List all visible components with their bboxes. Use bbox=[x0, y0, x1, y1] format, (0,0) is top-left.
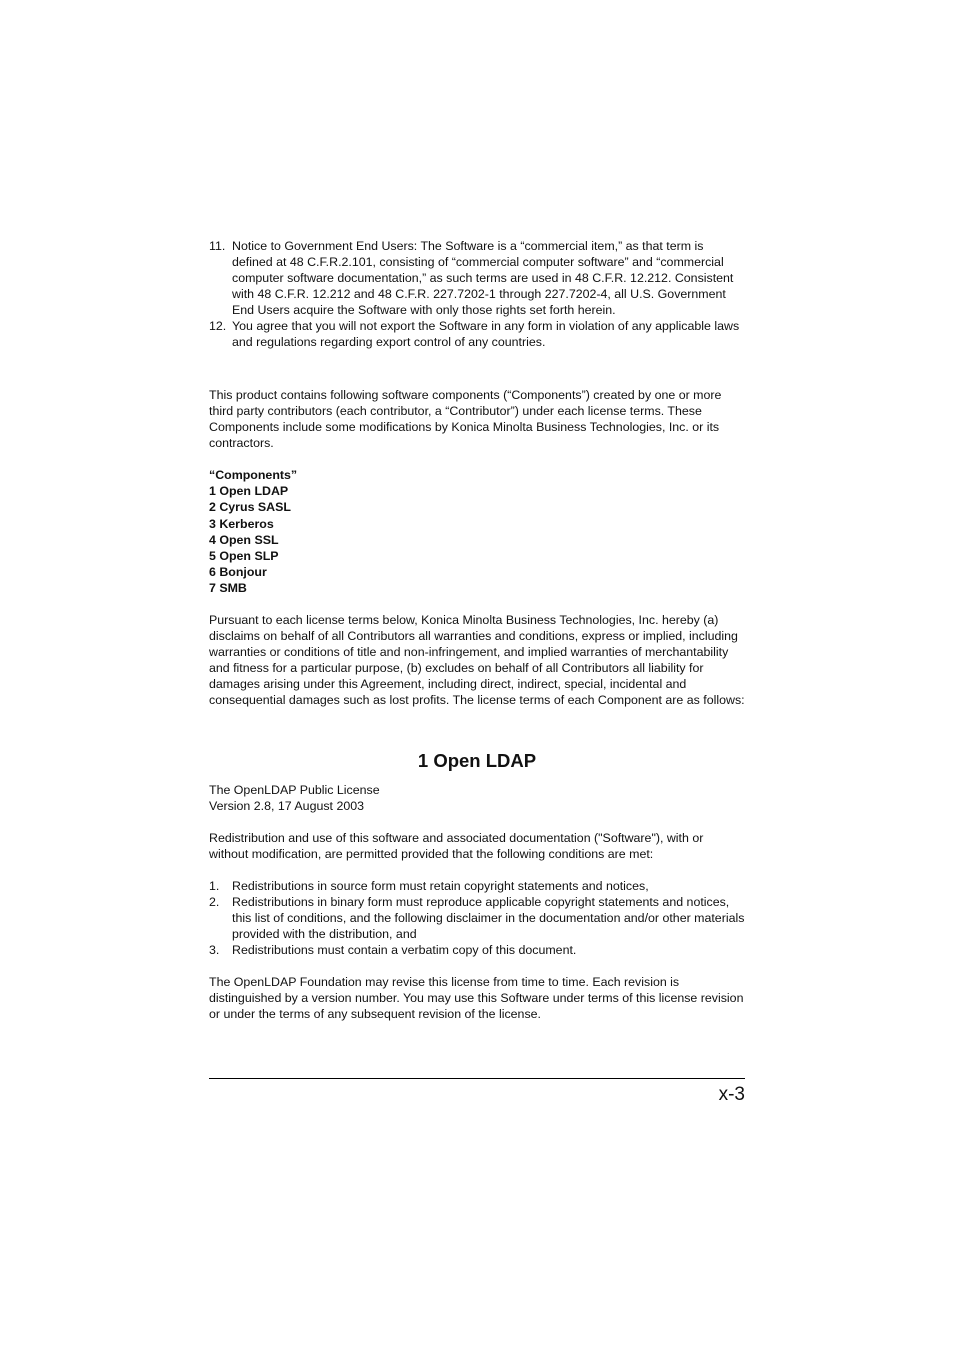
intro-paragraph: This product contains following software components (“Components”) created by one or more third party contributors (each contributor, a “Contributor”) under each license terms. These Components include some modifications by Konica Minolta Business Technologies, Inc. or its contractors. bbox=[209, 388, 722, 450]
components-list bbox=[209, 467, 509, 597]
components-title: “Components” bbox=[209, 468, 298, 482]
list-item-text: Notice to Government End Users: The Software is a “commercial item,” as that term is defined at 48 C.F.R.2.101, consisting of “commercial computer software” and “commercial computer software documentation,” as such terms are used in 48 C.F.R. 12.212. Consistent with 48 C.F.R. 12.212 and 48 C.F.R. 227.7202-1 through 227.7202-4, all U.S. Government End Users acquire the Software with only those rights set forth herein. bbox=[232, 239, 734, 317]
component-item: 6 Bonjour bbox=[209, 565, 267, 580]
list-item bbox=[209, 942, 745, 958]
license-name: The OpenLDAP Public License bbox=[209, 783, 380, 797]
list-item-text: Redistributions must contain a verbatim copy of this document. bbox=[232, 943, 577, 957]
component-item: 5 Open SLP bbox=[209, 548, 279, 563]
section-heading: 1 Open LDAP bbox=[417, 750, 537, 771]
component-item: 7 SMB bbox=[209, 581, 247, 596]
component-item: 1 Open LDAP bbox=[209, 484, 289, 499]
conditions-list bbox=[209, 878, 745, 958]
list-item bbox=[209, 894, 745, 942]
footer-divider bbox=[209, 1078, 745, 1079]
list-item-text: Redistributions in source form must retain copyright statements and notices, bbox=[232, 879, 649, 893]
list-item-number: 11. bbox=[209, 239, 226, 253]
license-version: Version 2.8, 17 August 2003 bbox=[209, 799, 365, 813]
revision-paragraph: The OpenLDAP Foundation may revise this license from time to time. Each revision is distinguished by a version number. You may use this Software under terms of this license revision or under the terms of any subsequent revision of the license. bbox=[209, 975, 744, 1021]
list-item-number: 12. bbox=[209, 319, 227, 333]
list-item bbox=[209, 318, 745, 350]
list-item-number: 1. bbox=[209, 879, 220, 893]
government-terms-list bbox=[209, 238, 745, 350]
list-item-text: You agree that you will not export the Software in any form in violation of any applicable laws and regulations regarding export control of any countries. bbox=[232, 319, 740, 349]
list-item bbox=[209, 878, 745, 894]
list-item-text: Redistributions in binary form must reproduce applicable copyright statements and notices, this list of conditions, and the following disclaimer in the documentation and/or other materials provided with the distribution, and bbox=[232, 895, 745, 941]
page-number: x-3 bbox=[718, 1084, 745, 1105]
pursuant-paragraph: Pursuant to each license terms below, Konica Minolta Business Technologies, Inc. hereby (a) disclaims on behalf of all Contributors all warranties and conditions, express or implied, including warranties or conditions of title and non-infringement, and implied warranties of merchantability and fitness for a particular purpose, (b) excludes on behalf of all Contributors all liability for damages arising under this Agreement, including direct, indirect, special, incidental and consequential damages such as lost profits. The license terms of each Component are as follows: bbox=[209, 613, 745, 707]
list-item-number: 2. bbox=[209, 895, 220, 909]
component-item: 4 Open SSL bbox=[209, 532, 279, 547]
list-item-number: 3. bbox=[209, 943, 220, 957]
redistribution-paragraph: Redistribution and use of this software and associated documentation ("Software"), with or without modification, are permitted provided that the following conditions are met: bbox=[209, 831, 704, 861]
component-item: 2 Cyrus SASL bbox=[209, 500, 291, 515]
component-item: 3 Kerberos bbox=[209, 516, 274, 531]
list-item bbox=[209, 238, 745, 318]
